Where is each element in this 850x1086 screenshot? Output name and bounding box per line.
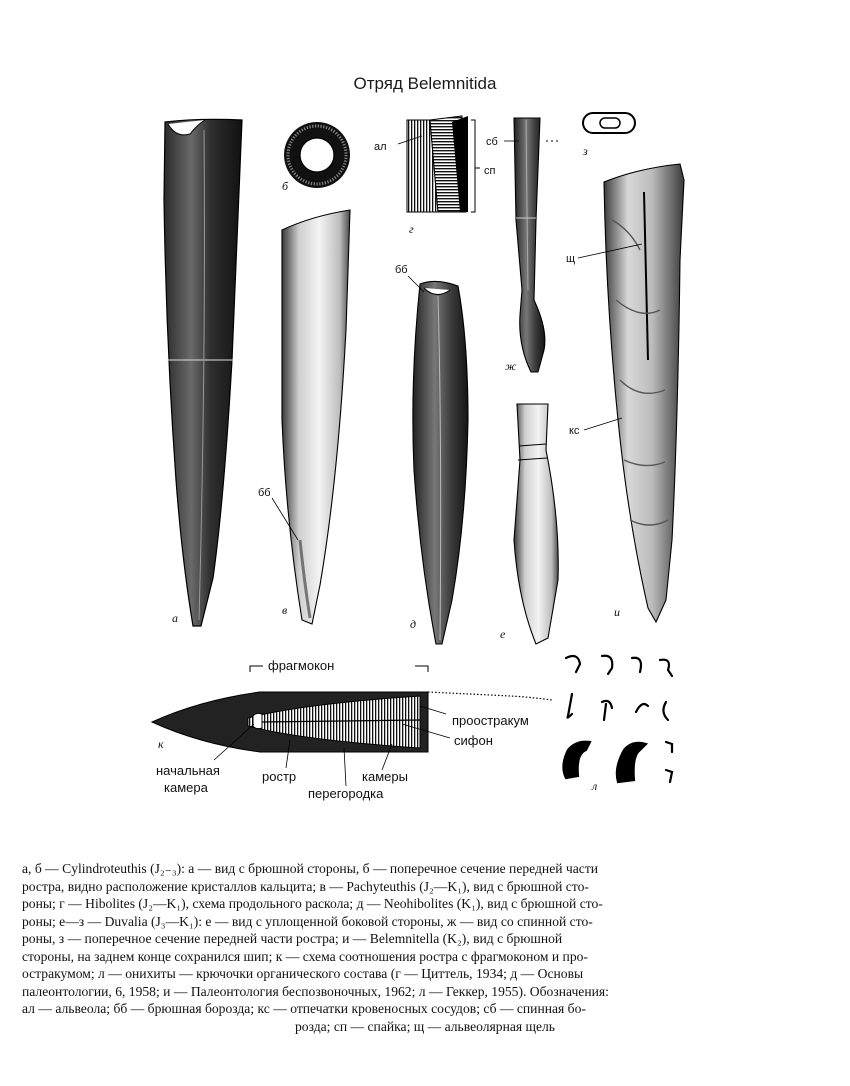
letter-l: л	[592, 779, 598, 793]
letter-v: в	[282, 603, 288, 617]
figure-caption	[22, 860, 828, 1035]
letter-a: а	[172, 611, 178, 625]
label-al: ал	[374, 141, 387, 153]
label-sb: сб	[486, 136, 498, 148]
label-shch: щ	[566, 253, 576, 265]
label-peregorodka: перегородка	[308, 786, 384, 801]
label-fragmokon: фрагмокон	[268, 658, 335, 673]
label-bb-v: бб	[258, 487, 271, 499]
letter-zh: ж	[505, 359, 517, 373]
caption-line: а, б — Cylindroteuthis (J₂₋₃): а — вид с брюшной стороны, б — поперечное сечение передней части	[22, 861, 599, 876]
specimen-i	[604, 164, 684, 622]
letter-k: к	[158, 737, 164, 751]
letter-z: з	[583, 144, 588, 158]
caption-last-line: розда; сп — спайка; щ — альвеолярная щель	[294, 1018, 556, 1034]
letter-e: е	[500, 627, 506, 641]
specimen-e	[514, 404, 558, 644]
caption-line: роны, з — поперечное сечение передней части ростра; и — Belemnitella (K₂), вид с брюшной	[22, 931, 563, 946]
figure-title: Отряд Belemnitida	[353, 74, 497, 93]
label-rostr: ростр	[262, 769, 297, 784]
label-sp: сп	[484, 165, 496, 177]
label-bb-d: бб	[395, 264, 408, 276]
label-kamery: камеры	[362, 769, 408, 784]
specimen-z	[583, 113, 635, 133]
specimen-d	[413, 281, 468, 644]
specimen-g	[398, 116, 480, 212]
specimen-zh	[514, 118, 560, 372]
caption-line: роны; е—з — Duvalia (J₃—K₁): е — вид с уплощенной боковой стороны, ж — вид со спинной сто-	[22, 913, 593, 929]
letter-b: б	[282, 179, 289, 193]
specimen-a	[164, 119, 242, 626]
caption-line: стороны, на заднем конце сохранился шип; к — схема соотношения ростра с фрагмоконом и про-	[22, 948, 588, 964]
label-proostrakum: проостракум	[452, 713, 529, 728]
specimen-b	[284, 122, 350, 188]
label-kamera: камера	[164, 780, 208, 795]
caption-line: ал — альвеола; бб — брюшная борозда; кс — отпечатки кровеносных сосудов; сб — спинная бо-	[22, 1001, 586, 1016]
letter-g: г	[409, 222, 414, 236]
caption-line: остракумом; л — онихиты — крючочки органического состава (г — Циттель, 1934; д — Основы	[22, 966, 584, 981]
label-nachalnaya: начальная	[156, 763, 220, 778]
specimen-l	[563, 656, 672, 782]
caption-line: палеонтологии, 6, 1958; и — Палеонтология беспозвоночных, 1962; л — Геккер, 1955). Обозначения:	[22, 983, 609, 999]
label-sifon: сифон	[454, 733, 493, 748]
letter-i: и	[614, 605, 620, 619]
label-ks: кс	[569, 425, 580, 437]
specimen-v	[282, 210, 350, 624]
caption-line: ростра, видно расположение кристаллов кальцита; в — Pachyteuthis (J₂—K₁), вид с брюшной сто-	[22, 878, 589, 894]
caption-line: роны; г — Hibolites (J₂—K₁), схема продольного раскола; д — Neohibolites (K₁), вид с брюшной сто-	[22, 896, 603, 911]
letter-d: д	[410, 617, 417, 631]
